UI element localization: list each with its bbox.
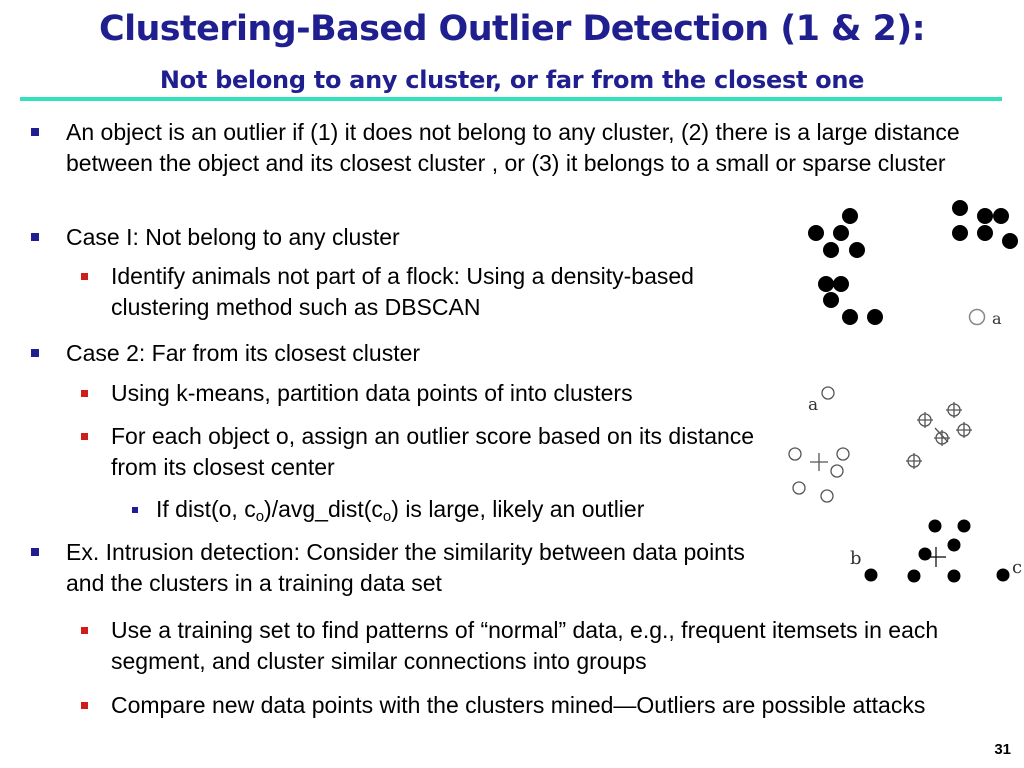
bullet-text: Case I: Not belong to any cluster (66, 224, 400, 250)
slide-subtitle: Not belong to any cluster, or far from the closest one (159, 66, 865, 94)
bullet-square-icon (81, 273, 88, 280)
bullet-case-2 (66, 338, 756, 369)
ratio-text-mid: )/avg_dist(c (264, 496, 383, 522)
outlier-a-top (970, 309, 1003, 328)
bullet-square-icon (132, 507, 138, 513)
kmeans-cluster-left (789, 387, 849, 502)
bullet-square-icon (31, 349, 39, 357)
small-cluster-bottom (908, 520, 971, 583)
bullet-case-1-dbscan (111, 261, 765, 323)
bullet-text: Use a training set to find patterns of “normal” data, e.g., frequent itemsets in each segment, and cluster similar connections into groups (111, 617, 939, 674)
bullet-intrusion-compare (111, 690, 941, 721)
label-b: b (850, 548, 862, 569)
bullet-definition (66, 117, 986, 179)
slide-title: Clustering-Based Outlier Detection (1 & 2): (98, 9, 925, 49)
bullet-case-2-ratio (156, 494, 766, 525)
label-c: c (1012, 557, 1023, 578)
bullet-square-icon (81, 390, 88, 397)
bullet-text: Ex. Intrusion detection: Consider the similarity between data points and the clusters in a training data set (66, 539, 745, 596)
bullet-text: Case 2: Far from its closest cluster (66, 340, 421, 366)
cluster-figure (770, 190, 1024, 590)
kmeans-cluster-right (906, 402, 972, 469)
label-a-top: a (992, 309, 1002, 328)
page-number: 31 (994, 741, 1011, 758)
bullet-square-icon (81, 702, 88, 709)
bullet-case-1 (66, 222, 756, 253)
bullet-intrusion-training (111, 615, 1001, 677)
ratio-sub-1: o (255, 508, 265, 525)
cluster-center-plus-icon (810, 453, 828, 471)
dense-cluster-left (808, 208, 883, 325)
bullet-intrusion (66, 537, 766, 599)
bullet-case-2-kmeans (111, 378, 765, 409)
bullet-square-icon (81, 627, 88, 634)
ratio-sub-2: o (382, 508, 392, 525)
outlier-b (850, 548, 878, 582)
bullet-square-icon (81, 433, 88, 440)
ratio-text-pre: If dist(o, c (156, 496, 256, 522)
bullet-square-icon (31, 548, 39, 556)
bullet-text: Using k-means, partition data points of into clusters (111, 380, 633, 406)
label-a-mid: a (808, 395, 819, 415)
bullet-text: For each object o, assign an outlier score based on its distance from its closest center (111, 423, 755, 480)
bullet-text: Compare new data points with the clusters mined—Outliers are possible attacks (111, 692, 926, 718)
title-divider (20, 97, 1002, 101)
bullet-text: Identify animals not part of a flock: Using a density-based clustering method such as DBSCAN (111, 263, 694, 320)
bullet-square-icon (31, 233, 39, 241)
bullet-square-icon (31, 128, 39, 136)
dense-cluster-right (952, 200, 1018, 249)
bullet-case-2-score (111, 421, 761, 483)
outlier-c (997, 557, 1023, 582)
ratio-text-post: ) is large, likely an outlier (391, 496, 645, 522)
bullet-text: An object is an outlier if (1) it does not belong to any cluster, (2) there is a large distance between the object and its closest cluster , or (3) it belongs to a small or sparse cluster (66, 119, 960, 176)
